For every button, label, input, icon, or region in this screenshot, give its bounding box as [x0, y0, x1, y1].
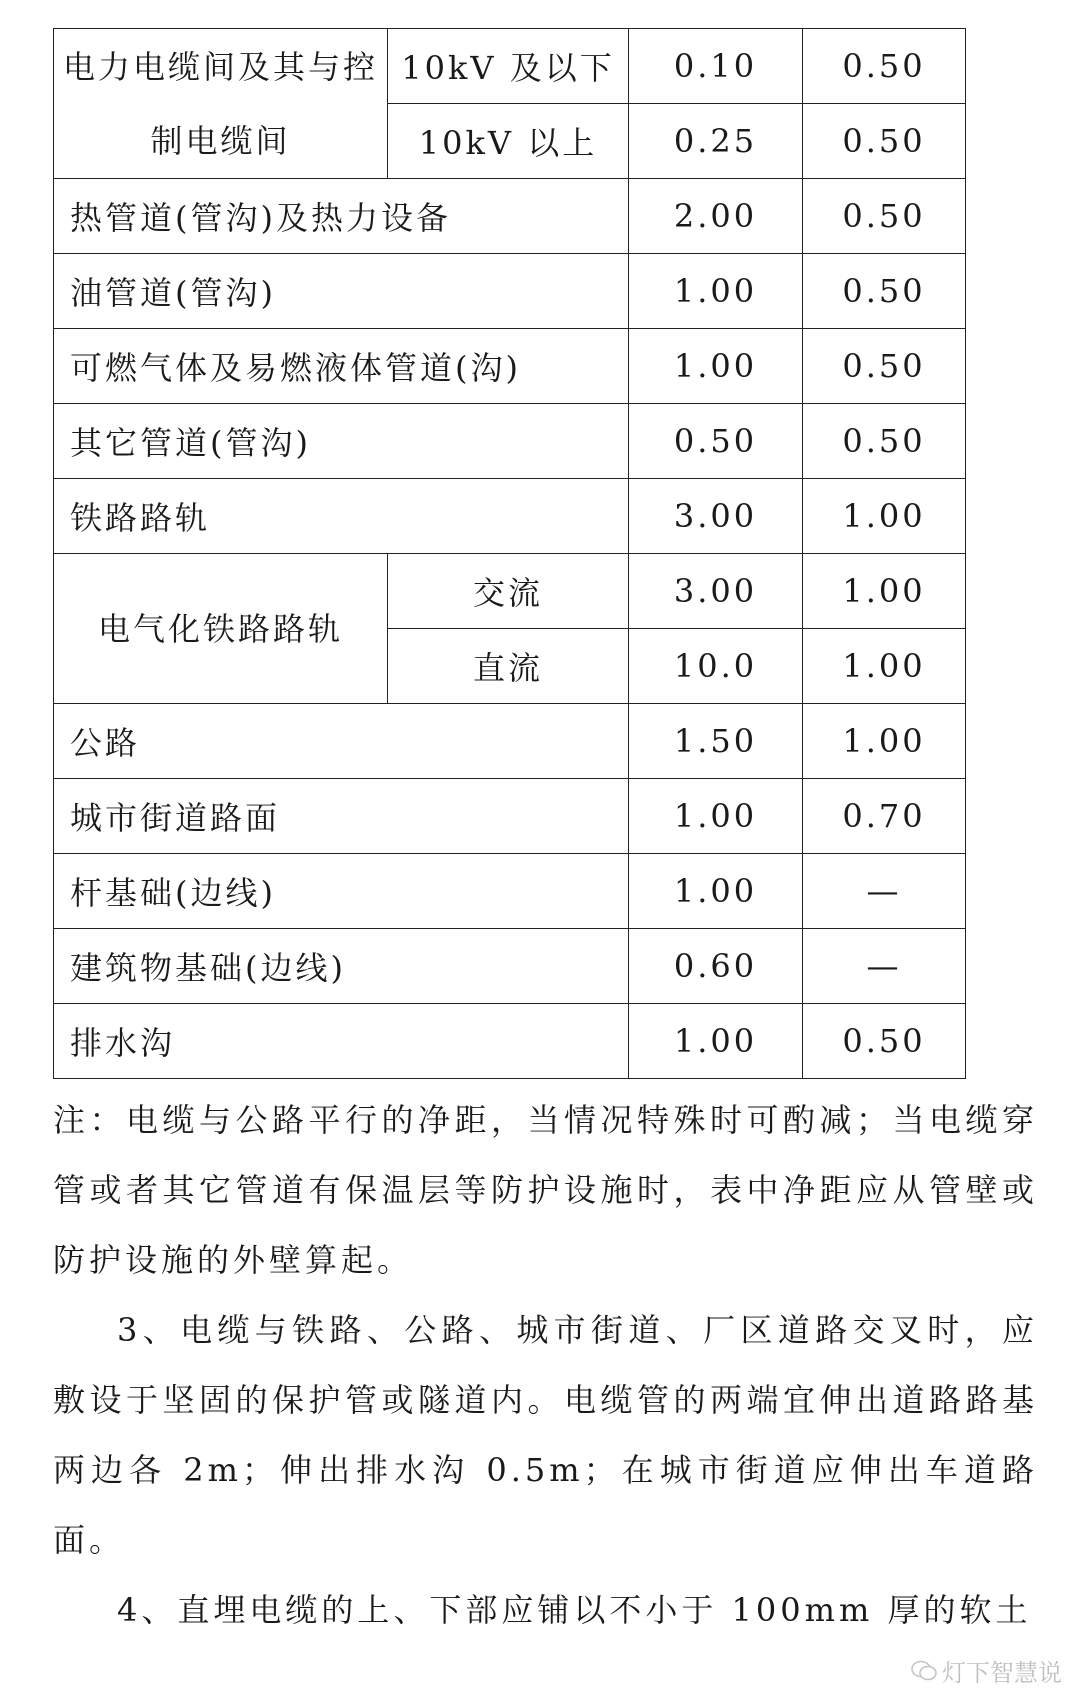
cross-distance-cell: —: [803, 854, 966, 929]
parallel-distance-cell: 0.25: [629, 104, 803, 179]
item-label-cell: 热管道(管沟)及热力设备: [54, 179, 629, 254]
cross-distance-cell: 0.70: [803, 779, 966, 854]
table-row: [54, 254, 966, 329]
cross-distance-cell: 0.50: [803, 29, 966, 104]
parallel-distance-cell: 1.00: [629, 254, 803, 329]
cross-distance-cell: 1.00: [803, 479, 966, 554]
parallel-distance-cell: 1.00: [629, 1004, 803, 1079]
cross-distance-cell: 0.50: [803, 404, 966, 479]
item-label-cell: 公路: [54, 704, 629, 779]
table-row: [54, 29, 966, 104]
table-row: [54, 404, 966, 479]
cross-distance-cell: 0.50: [803, 1004, 966, 1079]
table-note: 注：电缆与公路平行的净距，当情况特殊时可酌减；当电缆穿管或者其它管道有保温层等防护设施时，表中净距应从管壁或防护设施的外壁算起。: [53, 1101, 1038, 1279]
cross-distance-cell: 1.00: [803, 554, 966, 629]
parallel-distance-cell: 0.10: [629, 29, 803, 104]
parallel-distance-cell: 2.00: [629, 179, 803, 254]
notes-section: [53, 1085, 1038, 1645]
table-row: [54, 704, 966, 779]
wechat-icon: [910, 1659, 938, 1683]
sub-label-cell: 10kV 及以下: [388, 29, 629, 104]
item-label-cell: 城市街道路面: [54, 779, 629, 854]
sub-label-cell: 直流: [388, 629, 629, 704]
parallel-distance-cell: 1.50: [629, 704, 803, 779]
item-label-cell: 其它管道(管沟): [54, 404, 629, 479]
parallel-distance-cell: 3.00: [629, 479, 803, 554]
parallel-distance-cell: 10.0: [629, 629, 803, 704]
parallel-distance-cell: 1.00: [629, 779, 803, 854]
watermark-text: 灯下智慧说: [942, 1659, 1062, 1687]
cross-distance-cell: —: [803, 929, 966, 1004]
group-label-cell: 电力电缆间及其与控制电缆间: [54, 29, 388, 179]
item-label-cell: 可燃气体及易燃液体管道(沟): [54, 329, 629, 404]
cross-distance-cell: 0.50: [803, 179, 966, 254]
item-label-cell: 铁路路轨: [54, 479, 629, 554]
table-row: [54, 329, 966, 404]
paragraph-4: 4、直埋电缆的上、下部应铺以不小于 100mm 厚的软土: [117, 1591, 1032, 1629]
item-label-cell: 油管道(管沟): [54, 254, 629, 329]
group-label-cell: 电气化铁路路轨: [54, 554, 388, 704]
cross-distance-cell: 0.50: [803, 329, 966, 404]
parallel-distance-cell: 0.60: [629, 929, 803, 1004]
sub-label-cell: 交流: [388, 554, 629, 629]
parallel-distance-cell: 1.00: [629, 854, 803, 929]
table-row: [54, 554, 966, 629]
item-label-cell: 杆基础(边线): [54, 854, 629, 929]
item-label-cell: 排水沟: [54, 1004, 629, 1079]
cross-distance-cell: 0.50: [803, 104, 966, 179]
table-row: [54, 779, 966, 854]
table-row: [54, 1004, 966, 1079]
cross-distance-cell: 1.00: [803, 629, 966, 704]
cross-distance-cell: 1.00: [803, 704, 966, 779]
table-row: [54, 479, 966, 554]
table-row: [54, 179, 966, 254]
sub-label-cell: 10kV 以上: [388, 104, 629, 179]
parallel-distance-cell: 1.00: [629, 329, 803, 404]
watermark: [910, 1653, 1062, 1688]
table-row: [54, 929, 966, 1004]
item-label-cell: 建筑物基础(边线): [54, 929, 629, 1004]
parallel-distance-cell: 0.50: [629, 404, 803, 479]
cross-distance-cell: 0.50: [803, 254, 966, 329]
clearance-table: [53, 28, 966, 1079]
table-row: [54, 854, 966, 929]
parallel-distance-cell: 3.00: [629, 554, 803, 629]
paragraph-3: 3、电缆与铁路、公路、城市街道、厂区道路交叉时，应敷设于坚固的保护管或隧道内。电缆管的两端宜伸出道路路基两边各 2m；伸出排水沟 0.5m；在城市街道应伸出车道路面。: [53, 1311, 1038, 1559]
